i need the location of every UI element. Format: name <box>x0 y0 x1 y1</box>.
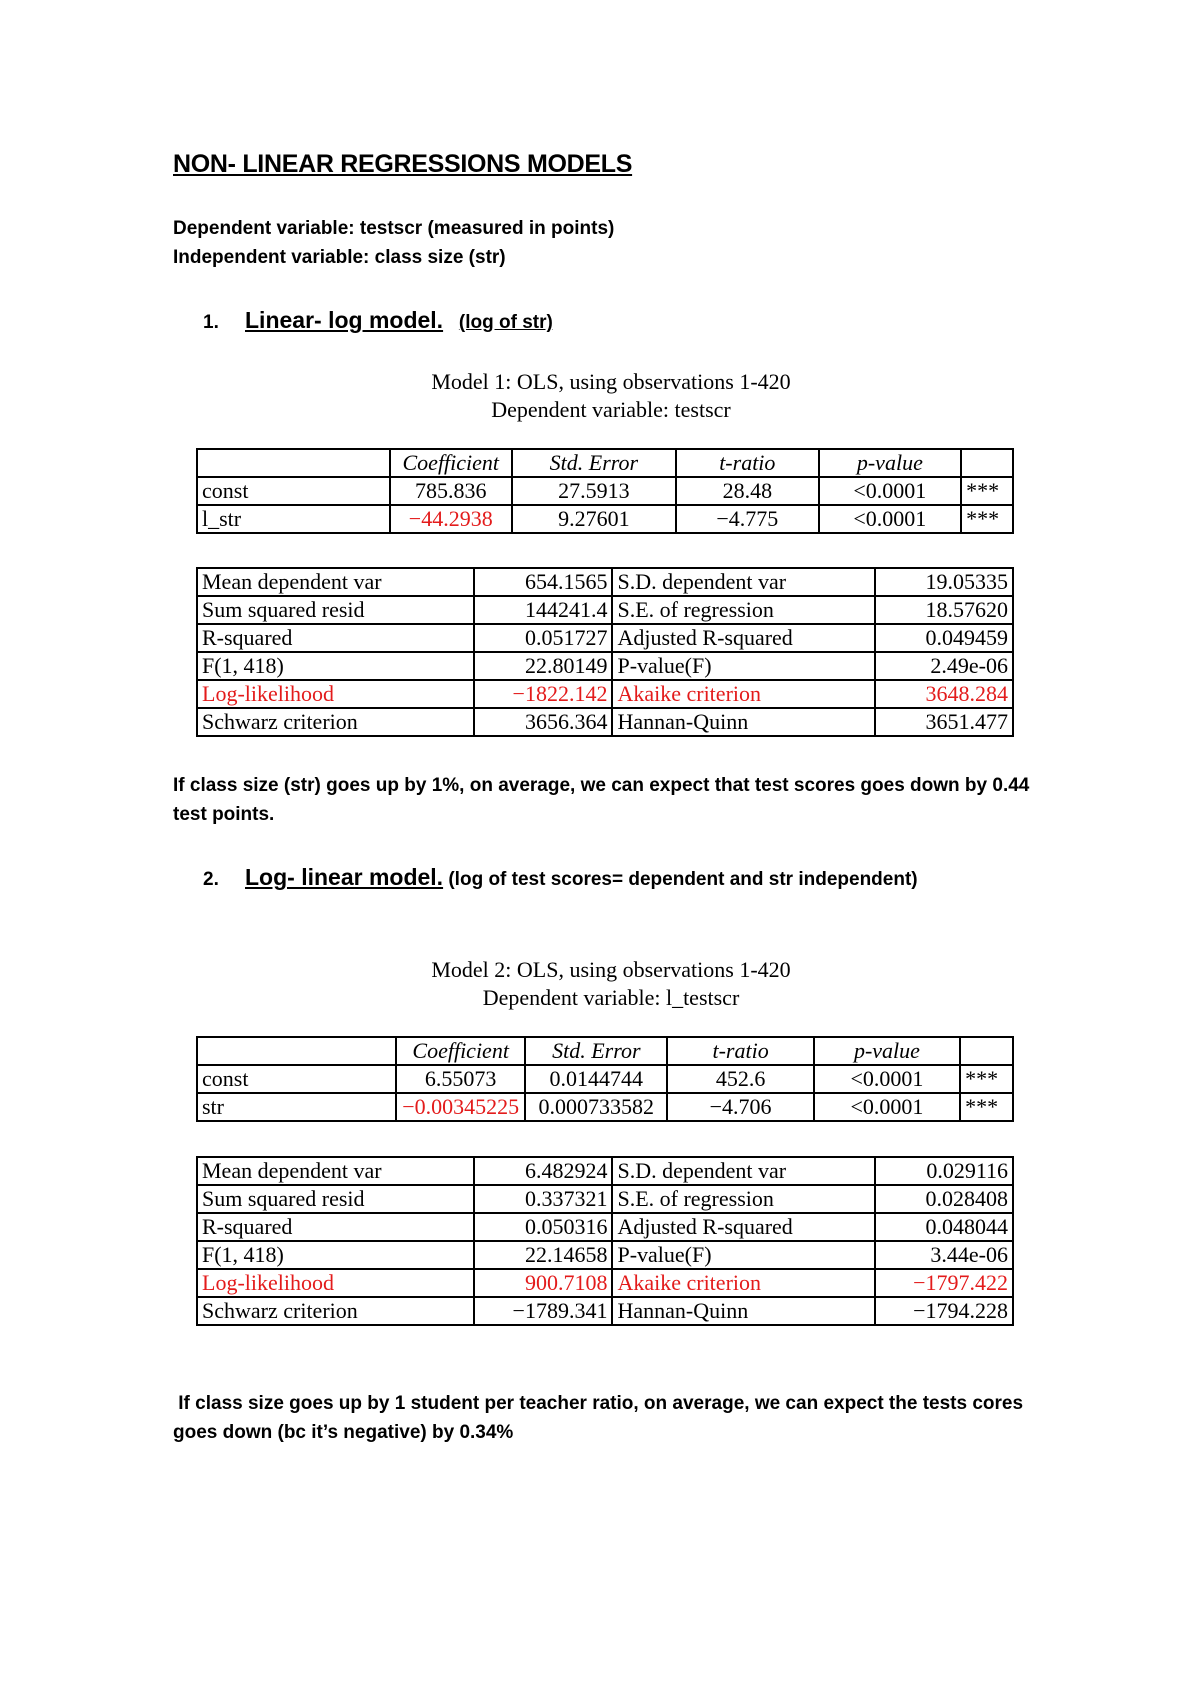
stat-label: Schwarz criterion <box>197 708 474 736</box>
document-title: NON- LINEAR REGRESSIONS MODELS <box>173 150 633 178</box>
row-coefficient: 6.55073 <box>396 1065 525 1093</box>
header-stars <box>961 449 1013 477</box>
row-coefficient: −44.2938 <box>390 505 512 533</box>
table-row <box>197 1297 1013 1325</box>
row-stars: *** <box>961 477 1013 505</box>
stat-label: P-value(F) <box>612 1241 874 1269</box>
stat-label: Akaike criterion <box>612 680 874 708</box>
stat-label: R-squared <box>197 624 474 652</box>
stat-value: 22.80149 <box>474 652 612 680</box>
stat-label: S.E. of regression <box>612 596 874 624</box>
stat-value: 22.14658 <box>474 1241 612 1269</box>
row-t-ratio: 452.6 <box>667 1065 813 1093</box>
table-row <box>197 1213 1013 1241</box>
independent-variable-line: Independent variable: class size (str) <box>173 247 506 268</box>
table-row <box>197 505 1013 533</box>
header-p-value: p-value <box>819 449 962 477</box>
stat-label: Schwarz criterion <box>197 1297 474 1325</box>
stat-value: 3656.364 <box>474 708 612 736</box>
stat-label: Mean dependent var <box>197 1157 474 1185</box>
stat-label: S.D. dependent var <box>612 568 874 596</box>
stat-label: Hannan-Quinn <box>612 708 874 736</box>
stat-value: 18.57620 <box>875 596 1014 624</box>
table-row <box>197 1065 1013 1093</box>
stat-label: Sum squared resid <box>197 596 474 624</box>
stat-label: P-value(F) <box>612 652 874 680</box>
header-std-error: Std. Error <box>512 449 677 477</box>
table-row <box>197 1157 1013 1185</box>
section-2-heading <box>203 864 918 891</box>
stat-label: S.D. dependent var <box>612 1157 874 1185</box>
section-2-note: (log of test scores= dependent and str independent) <box>448 869 918 890</box>
row-name: const <box>197 477 390 505</box>
header-blank <box>197 449 390 477</box>
table-row <box>197 477 1013 505</box>
stat-label: S.E. of regression <box>612 1185 874 1213</box>
stat-label: F(1, 418) <box>197 1241 474 1269</box>
header-t-ratio: t-ratio <box>676 449 818 477</box>
table-row <box>197 1185 1013 1213</box>
table-row <box>197 568 1013 596</box>
stat-label: F(1, 418) <box>197 652 474 680</box>
header-stars <box>960 1037 1013 1065</box>
section-1-heading <box>203 307 553 334</box>
stat-value: 0.029116 <box>875 1157 1014 1185</box>
row-p-value: <0.0001 <box>819 477 962 505</box>
table-row <box>197 1093 1013 1121</box>
row-p-value: <0.0001 <box>814 1065 960 1093</box>
table-header-row <box>197 449 1013 477</box>
row-name: str <box>197 1093 396 1121</box>
row-std-error: 0.0144744 <box>525 1065 667 1093</box>
stat-value: 3.44e-06 <box>875 1241 1014 1269</box>
row-stars: *** <box>960 1093 1013 1121</box>
table-row <box>197 680 1013 708</box>
header-p-value: p-value <box>814 1037 960 1065</box>
stat-label: R-squared <box>197 1213 474 1241</box>
row-std-error: 27.5913 <box>512 477 677 505</box>
header-coefficient: Coefficient <box>396 1037 525 1065</box>
stat-value: 0.028408 <box>875 1185 1014 1213</box>
stat-value: 0.049459 <box>875 624 1014 652</box>
row-std-error: 9.27601 <box>512 505 677 533</box>
table-row <box>197 708 1013 736</box>
table-header-row <box>197 1037 1013 1065</box>
row-p-value: <0.0001 <box>814 1093 960 1121</box>
table-row <box>197 1241 1013 1269</box>
header-t-ratio: t-ratio <box>667 1037 813 1065</box>
stat-label: Log-likelihood <box>197 680 474 708</box>
row-std-error: 0.000733582 <box>525 1093 667 1121</box>
stat-label: Hannan-Quinn <box>612 1297 874 1325</box>
model-2-dependent-caption: Dependent variable: l_testscr <box>482 985 740 1010</box>
header-blank <box>197 1037 396 1065</box>
stat-value: 0.048044 <box>875 1213 1014 1241</box>
section-1-note: (log of str) <box>458 312 553 333</box>
stat-value: −1789.341 <box>474 1297 612 1325</box>
stat-value: 0.051727 <box>474 624 612 652</box>
row-t-ratio: −4.706 <box>667 1093 813 1121</box>
row-coefficient: 785.836 <box>390 477 512 505</box>
row-t-ratio: −4.775 <box>676 505 818 533</box>
stat-value: −1797.422 <box>875 1269 1014 1297</box>
section-1-number: 1. <box>203 312 219 333</box>
stat-label: Adjusted R-squared <box>612 624 874 652</box>
table-row <box>197 1269 1013 1297</box>
table-row <box>197 596 1013 624</box>
row-t-ratio: 28.48 <box>676 477 818 505</box>
stat-value: 0.337321 <box>474 1185 612 1213</box>
section-1-name: Linear- log model. <box>245 307 444 333</box>
stat-label: Sum squared resid <box>197 1185 474 1213</box>
stat-label: Mean dependent var <box>197 568 474 596</box>
stat-value: 654.1565 <box>474 568 612 596</box>
stat-value: 3648.284 <box>875 680 1014 708</box>
table-row <box>197 652 1013 680</box>
row-stars: *** <box>960 1065 1013 1093</box>
section-2-name: Log- linear model. <box>245 864 444 890</box>
row-name: const <box>197 1065 396 1093</box>
table-row <box>197 624 1013 652</box>
stat-value: −1822.142 <box>474 680 612 708</box>
stat-label: Log-likelihood <box>197 1269 474 1297</box>
model-2-stats-table <box>196 1156 1014 1326</box>
header-std-error: Std. Error <box>525 1037 667 1065</box>
stat-label: Akaike criterion <box>612 1269 874 1297</box>
stat-value: 6.482924 <box>474 1157 612 1185</box>
section-1-interpretation: If class size (str) goes up by 1%, on average, we can expect that test scores goes down by 0.44 test points. <box>173 775 1030 825</box>
row-name: l_str <box>197 505 390 533</box>
stat-label: Adjusted R-squared <box>612 1213 874 1241</box>
stat-value: 2.49e-06 <box>875 652 1014 680</box>
section-2-number: 2. <box>203 869 219 890</box>
stat-value: −1794.228 <box>875 1297 1014 1325</box>
model-2-caption: Model 2: OLS, using observations 1-420 <box>431 957 791 982</box>
model-1-caption: Model 1: OLS, using observations 1-420 <box>431 369 791 394</box>
model-1-coefficient-table <box>196 448 1014 534</box>
row-stars: *** <box>961 505 1013 533</box>
header-coefficient: Coefficient <box>390 449 512 477</box>
dependent-variable-line: Dependent variable: testscr (measured in points) <box>173 218 615 239</box>
model-1-stats-table <box>196 567 1014 737</box>
model-2-coefficient-table <box>196 1036 1014 1122</box>
row-p-value: <0.0001 <box>819 505 962 533</box>
model-1-dependent-caption: Dependent variable: testscr <box>491 397 731 422</box>
stat-value: 3651.477 <box>875 708 1014 736</box>
stat-value: 144241.4 <box>474 596 612 624</box>
row-coefficient: −0.00345225 <box>396 1093 525 1121</box>
stat-value: 900.7108 <box>474 1269 612 1297</box>
section-2-interpretation: If class size goes up by 1 student per teacher ratio, on average, we can expect the tests cores goes down (bc it’s negative) by 0.34% <box>173 1393 1029 1443</box>
stat-value: 0.050316 <box>474 1213 612 1241</box>
stat-value: 19.05335 <box>875 568 1014 596</box>
